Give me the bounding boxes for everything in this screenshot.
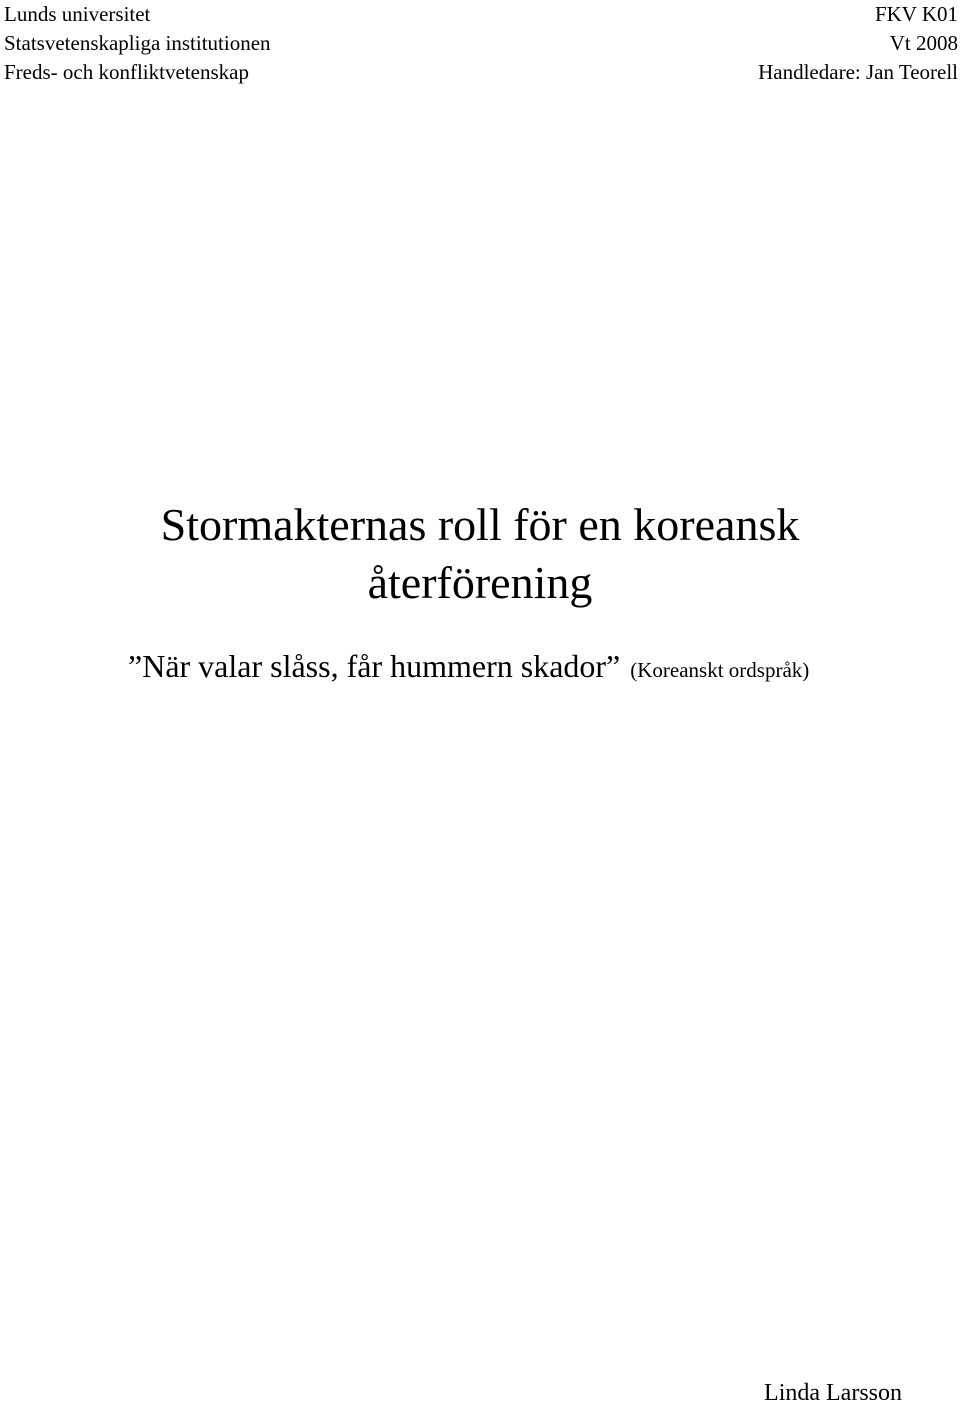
thesis-title [0, 496, 960, 612]
university-name: Lunds universitet [4, 2, 151, 26]
motto [128, 642, 809, 690]
author-name: Linda Larsson [764, 1380, 902, 1406]
department-name: Statsvetenskapliga institutionen [4, 31, 271, 55]
supervisor: Handledare: Jan Teorell [758, 60, 958, 84]
header-left-block [4, 0, 271, 87]
motto-quote: ”När valar slåss, får hummern skador” [128, 648, 621, 684]
term: Vt 2008 [889, 31, 958, 55]
header-right-block [758, 0, 958, 87]
course-code: FKV K01 [874, 2, 958, 26]
motto-source: (Koreanskt ordspråk) [630, 658, 810, 682]
title-line-2: återförening [367, 557, 593, 608]
program-name: Freds- och konfliktvetenskap [4, 60, 249, 84]
title-line-1: Stormakternas roll för en koreansk [160, 499, 800, 550]
